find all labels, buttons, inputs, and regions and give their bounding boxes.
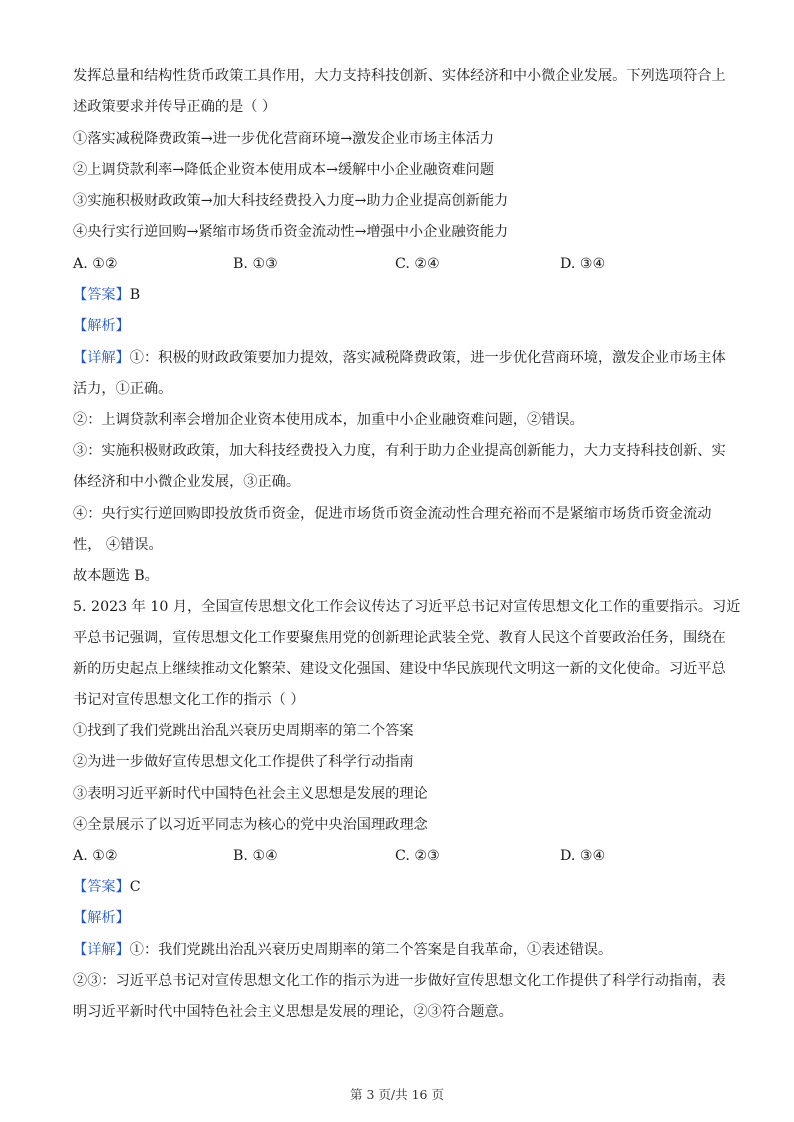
q4-analysis-label: 【解析】 — [73, 318, 130, 334]
q5-option-a: A. ①② — [73, 848, 118, 864]
q4-detail-line-8: 故本题选 B。 — [73, 568, 159, 584]
answer-label: 【答案】 — [73, 879, 130, 895]
q4-stem-line-1: 发挥总量和结构性货币政策工具作用，大力支持科技创新、实体经济和中小微企业发展。下列选项符合上 — [73, 68, 726, 84]
q4-stem-line-2: 述政策要求并传导正确的是（ ） — [73, 99, 277, 115]
q4-item-2: ②上调贷款利率→降低企业资本使用成本→缓解中小企业融资难问题 — [73, 162, 495, 178]
q5-item-2: ②为进一步做好宣传思想文化工作提供了科学行动指南 — [73, 754, 414, 770]
detail-label: 【详解】 — [73, 350, 130, 366]
q5-stem-line-4: 书记对宣传思想文化工作的指示（ ） — [73, 692, 305, 708]
q5-item-3: ③表明习近平新时代中国特色社会主义思想是发展的理论 — [73, 786, 428, 802]
q4-answer — [73, 285, 140, 305]
q5-item-4: ④全景展示了以习近平同志为核心的党中央治国理政理念 — [73, 817, 428, 833]
q4-detail-line-1: 【详解】①：积极的财政政策要加力提效，落实减税降费政策，进一步优化营商环境，激发企业市场主体 — [73, 350, 726, 366]
q4-detail-line-3: ②：上调贷款利率会增加企业资本使用成本，加重中小企业融资难问题，②错误。 — [73, 412, 584, 428]
q5-stem-line-2: 平总书记强调，宣传思想文化工作要聚焦用党的创新理论武装全党、教育人民这个首要政治任务，围绕在 — [73, 630, 726, 646]
q4-detail-line-6: ④：央行实行逆回购即投放货币资金，促进市场货币资金流动性合理充裕而不是紧缩市场货币资金流动 — [73, 506, 712, 522]
q5-detail-line-1: 【详解】①：我们党跳出治乱兴衰历史周期率的第二个答案是自我革命，①表述错误。 — [73, 942, 613, 958]
q5-detail-line-2: ②③：习近平总书记对宣传思想文化工作的指示为进一步做好宣传思想文化工作提供了科学行动指南，表 — [73, 973, 726, 989]
answer-value: B — [129, 287, 141, 303]
q5-option-c: C. ②③ — [395, 848, 440, 864]
page-footer: 第 3 页/共 16 页 — [350, 1087, 444, 1102]
answer-label: 【答案】 — [73, 287, 130, 303]
q4-item-4: ④央行实行逆回购→紧缩市场货币资金流动性→增强中小企业融资能力 — [73, 224, 509, 240]
q5-analysis-label: 【解析】 — [73, 910, 130, 926]
q4-option-d: D. ③④ — [560, 256, 606, 272]
q4-detail-line-4: ③：实施积极财政政策，加大科技经费投入力度，有利于助力企业提高创新能力，大力支持科技创新、实 — [73, 443, 726, 459]
q4-option-a: A. ①② — [73, 256, 118, 272]
q5-option-d: D. ③④ — [560, 848, 606, 864]
answer-value: C — [129, 879, 141, 895]
q5-stem-line-1: 5. 2023 年 10 月，全国宣传思想文化工作会议传达了习近平总书记对宣传思想文化工作的重要指示。习近 — [73, 599, 741, 615]
q5-detail-line-3: 明习近平新时代中国特色社会主义思想是发展的理论，②③符合题意。 — [73, 1004, 513, 1020]
q4-item-3: ③实施积极财政政策→加大科技经费投入力度→助力企业提高创新能力 — [73, 193, 509, 209]
detail-label: 【详解】 — [73, 942, 130, 958]
q5-option-b: B. ①④ — [233, 848, 278, 864]
q4-detail-line-5: 体经济和中小微企业发展，③正确。 — [73, 474, 301, 490]
q4-detail-line-2: 活力，①正确。 — [73, 381, 173, 397]
q4-option-b: B. ①③ — [233, 256, 278, 272]
q5-item-1: ①找到了我们党跳出治乱兴衰历史周期率的第二个答案 — [73, 723, 414, 739]
q4-detail-line-7: 性， ④错误。 — [73, 537, 163, 553]
q5-answer — [73, 877, 141, 897]
q5-stem-line-3: 新的历史起点上继续推动文化繁荣、建设文化强国、建设中华民族现代文明这一新的文化使命。习近平总 — [73, 661, 726, 677]
q4-item-1: ①落实减税降费政策→进一步优化营商环境→激发企业市场主体活力 — [73, 131, 495, 147]
q4-option-c: C. ②④ — [395, 256, 440, 272]
